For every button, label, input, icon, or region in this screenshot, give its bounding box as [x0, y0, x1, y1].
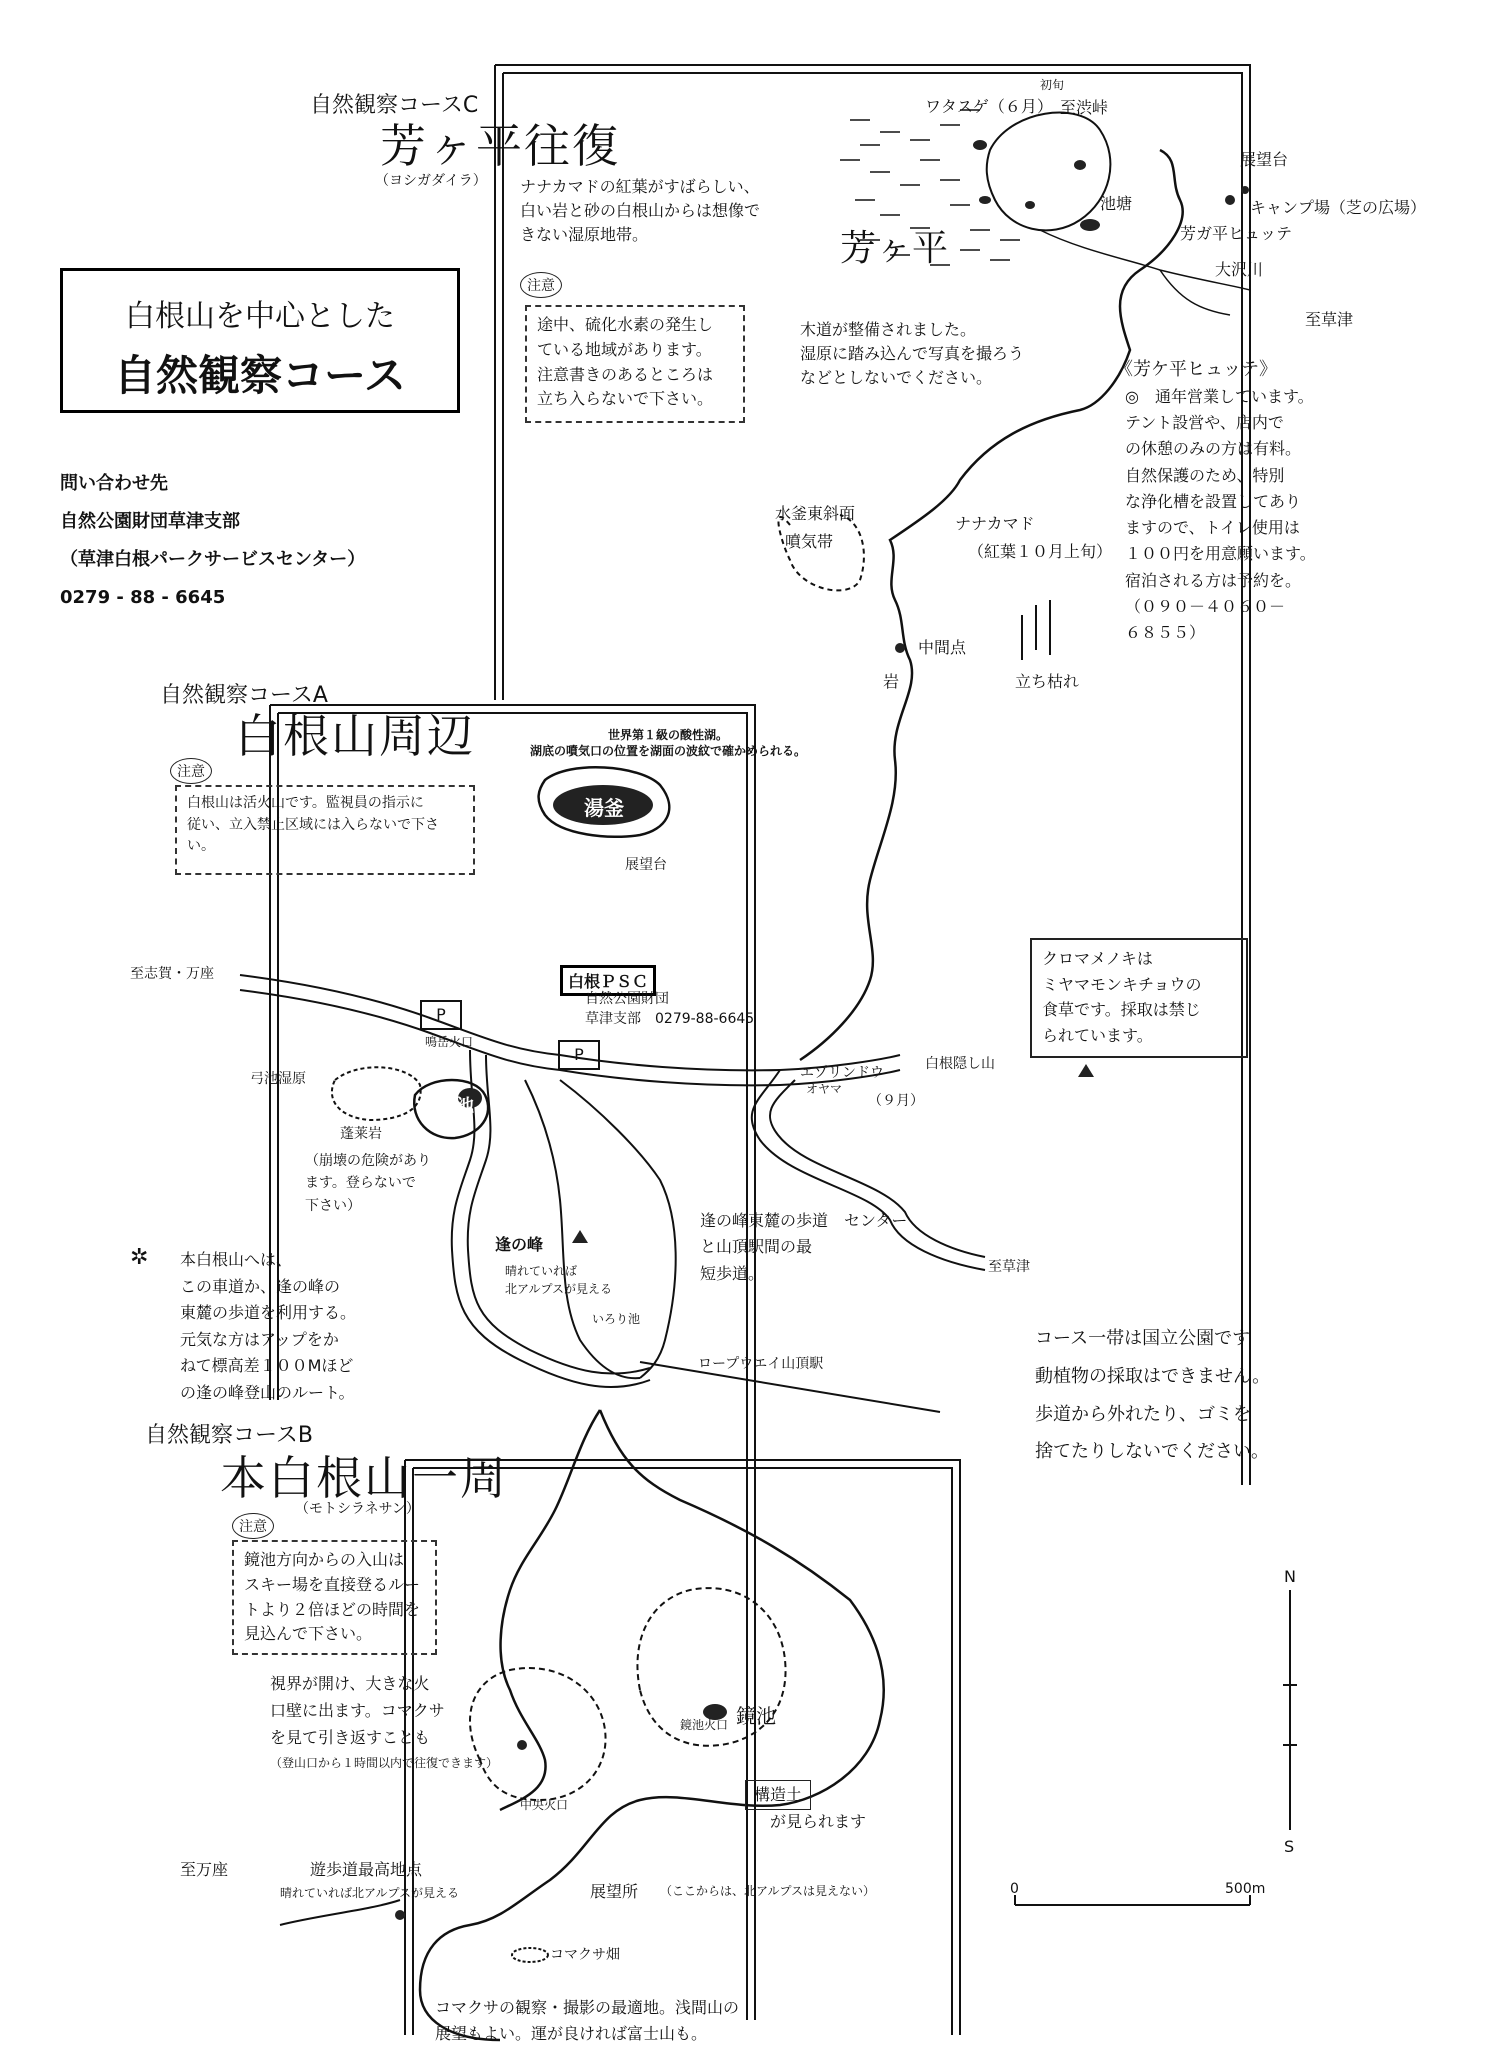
label-rock: 岩 — [883, 672, 900, 691]
label-mizugama: 水釜東斜面 — [775, 504, 856, 523]
label-midpoint: 中間点 — [918, 638, 967, 657]
course-b-title: 本白根山一周 — [220, 1451, 508, 1505]
dead-trees — [1022, 600, 1050, 660]
label-rindo: エゾリンドウ — [800, 1065, 884, 1081]
course-b-caution-tag: 注意 — [232, 1513, 274, 1539]
national-park-note: コース一帯は国立公園です 動植物の採取はできません。 歩道から外れたり、ゴミを 捨てたりしないでください。 — [1035, 1328, 1271, 1463]
crater-viewpoint-dot — [517, 1740, 527, 1750]
label-koyo: （紅葉１０月上旬） — [968, 542, 1113, 561]
pond-2 — [979, 196, 991, 204]
label-tachigare: 立ち枯れ — [1015, 672, 1080, 691]
label-shoju: 初旬 — [1040, 78, 1065, 92]
psc-sign: 白根ＰＳＣ — [560, 965, 656, 996]
course-b-label: 自然観察コースB — [145, 1423, 313, 1448]
komakusa-note: コマクサの観察・撮影の最適地。浅間山の 展望もよい。運が良ければ富士山も。 — [435, 1998, 740, 2043]
observation-deck-c-dot — [1241, 186, 1249, 194]
label-kagami-crater: 鏡池火口 — [680, 1718, 729, 1732]
scale-bar — [1015, 1895, 1250, 1905]
label-observatory: 展望所 — [590, 1882, 639, 1901]
course-a-label: 自然観察コースA — [160, 683, 328, 708]
contact-center: （草津白根パークサービスセンター） — [60, 549, 366, 570]
highest-point-dot — [395, 1910, 405, 1920]
label-yumiike-marsh: 弓池湿原 — [250, 1071, 306, 1087]
highest-point-small: 晴れていれば北アルプスが見える — [280, 1886, 460, 1900]
psc-branch: 草津支部 0279-88-6645 — [585, 1011, 755, 1027]
title-line-1: 白根山を中心とした — [125, 299, 395, 334]
label-rindo-month: （９月） — [868, 1093, 924, 1109]
label-nanakamado: ナナカマド — [955, 514, 1035, 533]
label-observation-deck-c: 展望台 — [1240, 150, 1289, 169]
label-hutte-map: 芳ガ平ヒュッテ — [1180, 224, 1293, 243]
course-b-caution: 鏡池方向からの入山は スキー場を直接登るルー トより２倍ほどの時間を 見込んで下さい。 — [232, 1540, 437, 1655]
course-c-title: 芳ヶ平往復 — [380, 119, 620, 173]
label-camp: キャンプ場（芝の広場） — [1250, 198, 1427, 217]
ainomine-trail-note: 逢の峰東麓の歩道 センター と山頂駅間の最 短歩道。 — [700, 1211, 908, 1283]
label-observation-deck-a: 展望台 — [625, 857, 667, 873]
pond-3 — [1025, 201, 1035, 209]
course-c-caution-tag: 注意 — [520, 272, 562, 298]
label-osawa: 大沢川 — [1215, 260, 1264, 279]
midpoint-dot — [895, 643, 905, 653]
course-a-caution-tag: 注意 — [170, 758, 212, 784]
parking-2: P — [558, 1040, 600, 1070]
label-central-crater: 中央火口 — [520, 1798, 569, 1812]
contact-label: 問い合わせ先 — [60, 473, 168, 494]
pond-5 — [1074, 160, 1086, 170]
boardwalk-note: 木道が整備されました。 湿原に踏み込んで写真を撮ろう などとしないでください。 — [800, 320, 1025, 387]
label-rindo-small: オヤマ — [806, 1082, 843, 1096]
title-box — [60, 268, 460, 413]
label-ropeway: ロープウエイ山頂駅 — [698, 1356, 824, 1372]
north-line — [1283, 1590, 1297, 1830]
label-to-manza: 至万座 — [180, 1860, 229, 1879]
south-label: S — [1284, 1837, 1295, 1856]
kuroma-note: クロマメノキは ミヤマモンキチョウの 食草です。採取は禁じ られています。 — [1030, 938, 1248, 1058]
label-to-kusatsu-1: 至草津 — [1305, 310, 1354, 329]
trail-to-manza — [280, 1900, 400, 1925]
label-komakusa-field: コマクサ畑 — [550, 1947, 620, 1963]
label-horaiwa: 蓬莱岩 — [340, 1126, 382, 1142]
contact-phone: 0279 - 88 - 6645 — [60, 587, 226, 608]
yoshigadaira-name: 芳ヶ平 — [840, 228, 949, 269]
yoshigadaira-loop — [987, 113, 1111, 231]
label-meiho: 鳴岳火口 — [425, 1035, 474, 1049]
komakusa-field-outline — [512, 1948, 548, 1962]
horaiwa-note: （崩壊の危険があり ます。登らないで 下さい） — [305, 1153, 431, 1214]
label-to-kusatsu-2: 至草津 — [988, 1259, 1030, 1275]
label-to-shiga: 至志賀・万座 — [130, 966, 214, 982]
contact-org: 自然公園財団草津支部 — [60, 511, 240, 532]
hutte-title: 《芳ケ平ヒュッテ》 — [1115, 359, 1277, 380]
psc-name: 自然公園財団 — [585, 991, 669, 1007]
honshirane-access-note: 本白根山へは、 この車道か、逢の峰の 東麓の歩道を利用する。 元気な方はアップをか ねて標高差１００Mほど の逢の峰登山のルート。 — [180, 1250, 357, 1402]
parking-1: P — [420, 1000, 462, 1030]
yumiike-marsh — [332, 1067, 421, 1120]
observatory-small: （ここからは、北アルプスは見えない） — [660, 1884, 876, 1898]
highest-point: 遊歩道最高地点 — [310, 1860, 423, 1879]
frame-course-b — [405, 1460, 960, 2035]
label-ainomine: 逢の峰 — [495, 1235, 544, 1254]
ainomine-peak — [572, 1230, 588, 1243]
crater-note: 視界が開け、大きな火 口壁に出ます。コマクサ を見て引き返すことも — [270, 1674, 445, 1748]
label-shibu-pass: 至渋峠 — [1060, 98, 1109, 117]
label-fumarole: 噴気帯 — [785, 532, 834, 551]
crater-note-small: （登山口から１時間以内で往復できます） — [270, 1756, 499, 1770]
course-c-description: ナナカマドの紅葉がすばらしい、 白い岩と砂の白根山からは想像で きない湿原地帯。 — [520, 177, 761, 244]
kozo-do-note: が見られます — [770, 1812, 867, 1831]
label-pond: 池塘 — [1100, 194, 1133, 213]
pond-1 — [973, 140, 987, 150]
hutte-body: ◎ 通年営業しています。 テント設営や、店内で の休憩のみの方は有料。 自然保護のため、特別 な浄化槽を設置してあり ますので、トイレ使用は １００円を用意願います。 宿泊される方は予約を。 （０９０－４０６０－ ６８５５） — [1125, 387, 1316, 643]
label-kozo-do: 構造土 — [745, 1780, 811, 1810]
course-c-reading: （ヨシガダイラ） — [375, 173, 487, 189]
shirane-kakushi-peak — [1078, 1064, 1094, 1077]
north-label: N — [1284, 1567, 1296, 1586]
course-c-label: 自然観察コースC — [310, 93, 479, 118]
label-yumiike: 弓池 — [438, 1096, 474, 1117]
label-watasuge: ワタスゲ（６月） — [925, 97, 1053, 116]
label-kagami-lake: 鏡池 — [736, 1704, 776, 1728]
yugama-note: 世界第１級の酸性湖。 湖底の噴気口の位置を湖面の波紋で確かめられる。 — [530, 728, 807, 758]
label-shirane-kakushi: 白根隠し山 — [925, 1056, 995, 1072]
course-b-reading: （モトシラネサン） — [295, 1501, 420, 1517]
course-c-caution: 途中、硫化水素の発生し ている地域があります。 注意書きのあるところは 立ち入らないで下さい。 — [525, 305, 745, 423]
access-mark-icon: ✲ — [130, 1245, 149, 1270]
ainomine-trail — [525, 1080, 640, 1378]
central-crater — [470, 1668, 606, 1800]
course-a-caution: 白根山は活火山です。監視員の指示に 従い、立入禁止区域には入らないで下さ い。 — [175, 785, 475, 875]
scale-start: 0 — [1010, 1881, 1019, 1897]
yugama-name: 湯釜 — [584, 796, 624, 820]
scale-end: 500m — [1225, 1881, 1266, 1897]
course-a-title: 白根山周辺 — [235, 709, 475, 763]
label-irori: いろり池 — [592, 1312, 641, 1326]
title-line-2: 自然観察コース — [114, 351, 406, 400]
camp-dot — [1225, 195, 1235, 205]
pond-4 — [1080, 219, 1100, 231]
ainomine-small: 晴れていれば 北アルプスが見える — [505, 1264, 613, 1296]
